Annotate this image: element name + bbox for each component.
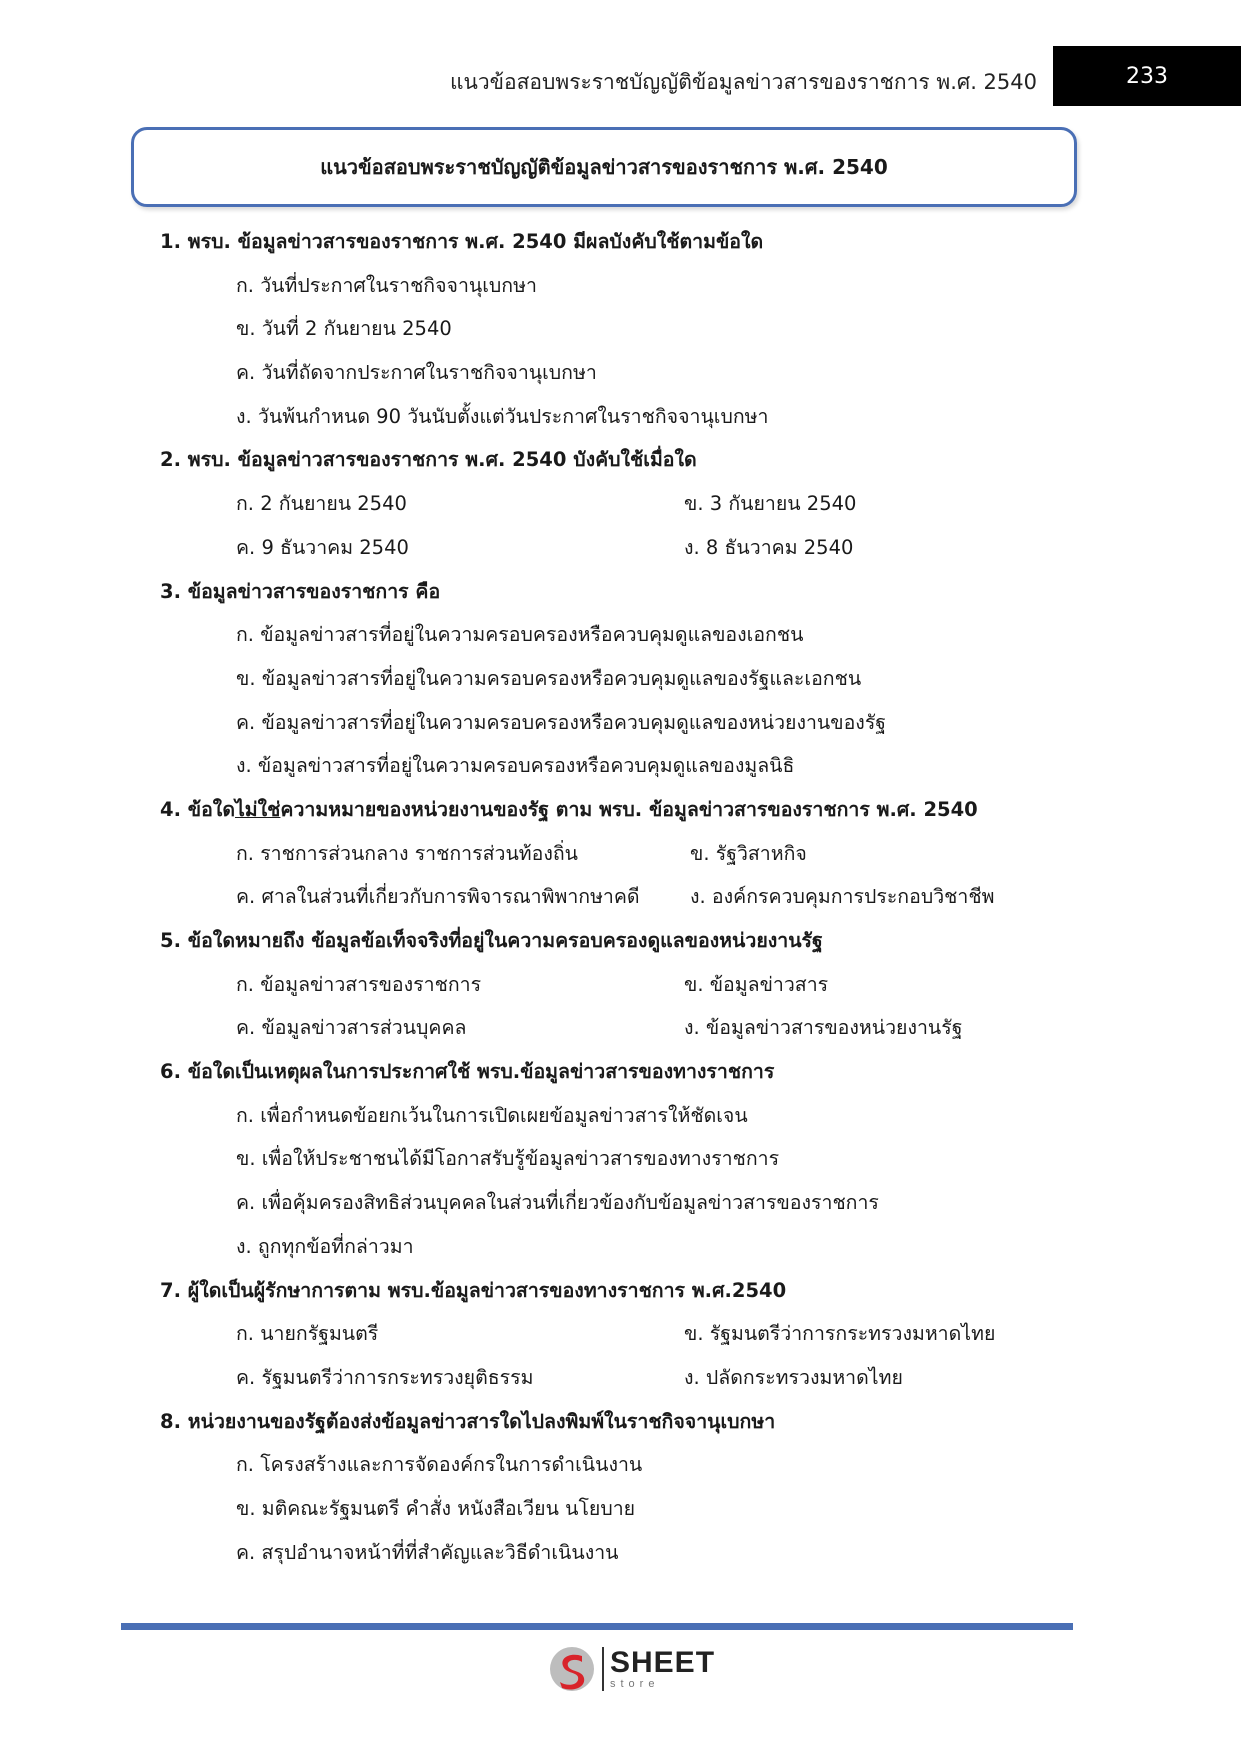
option-2-d: ง. 8 ธันวาคม 2540: [684, 535, 854, 559]
option-1-c: ค. วันที่ถัดจากประกาศในราชกิจจานุเบกษา: [236, 361, 597, 385]
option-4-b: ข. รัฐวิสาหกิจ: [690, 841, 807, 865]
option-row: [160, 832, 1090, 876]
option-row: [160, 482, 1090, 526]
question-4-suffix: ความหมายของหน่วยงานของรัฐ ตาม พรบ. ข้อมูลข่าวสารของราชการ พ.ศ. 2540: [280, 797, 978, 821]
option-3-a: ก. ข้อมูลข่าวสารที่อยู่ในความครอบครองหรือควบคุมดูแลของเอกชน: [236, 623, 804, 647]
logo-wordmark: [610, 1648, 715, 1690]
option-6-a: ก. เพื่อกำหนดข้อยกเว้นในการเปิดเผยข้อมูลข่าวสารให้ชัดเจน: [236, 1103, 748, 1127]
question-4-underlined: ไม่ใช่: [235, 797, 281, 821]
option-7-c: ค. รัฐมนตรีว่าการกระทรวงยุติธรรม: [236, 1365, 534, 1389]
option-7-b: ข. รัฐมนตรีว่าการกระทรวงมหาดไทย: [684, 1322, 996, 1346]
logo-main-text: SHEET: [610, 1646, 716, 1679]
option-4-c: ค. ศาลในส่วนที่เกี่ยวกับการพิจารณาพิพากษาคดี: [236, 885, 640, 909]
option-row: [160, 526, 1090, 570]
document-title: แนวข้อสอบพระราชบัญญัติข้อมูลข่าวสารของราชการ พ.ศ. 2540: [320, 155, 888, 179]
option-5-b: ข. ข้อมูลข่าวสาร: [684, 972, 829, 996]
option-row: [160, 963, 1090, 1007]
sheet-store-logo: [548, 1642, 715, 1696]
option-4-d: ง. องค์กรควบคุมการประกอบวิชาชีพ: [690, 885, 995, 909]
option-8-a: ก. โครงสร้างและการจัดองค์กรในการดำเนินงาน: [236, 1453, 643, 1477]
option-1-a: ก. วันที่ประกาศในราชกิจจานุเบกษา: [236, 273, 537, 297]
question-8: 8. หน่วยงานของรัฐต้องส่งข้อมูลข่าวสารใดไปลงพิมพ์ในราชกิจจานุเบกษา: [160, 1409, 776, 1433]
option-1-b: ข. วันที่ 2 กันยายน 2540: [236, 317, 452, 341]
logo-sub-text: store: [610, 1678, 660, 1690]
question-4-prefix: 4. ข้อใด: [160, 797, 235, 821]
logo-separator: [602, 1647, 604, 1691]
question-5: 5. ข้อใดหมายถึง ข้อมูลข้อเท็จจริงที่อยู่ในความครอบครองดูแลของหน่วยงานรัฐ: [160, 929, 823, 952]
option-5-c: ค. ข้อมูลข่าวสารส่วนบุคคล: [236, 1016, 467, 1040]
question-list: [160, 220, 1090, 1574]
running-header-title: แนวข้อสอบพระราชบัญญัติข้อมูลข่าวสารของราชการ พ.ศ. 2540: [449, 70, 1037, 94]
option-row: [160, 1312, 1090, 1356]
option-6-b: ข. เพื่อให้ประชาชนได้มีโอกาสรับรู้ข้อมูลข่าวสารของทางราชการ: [236, 1147, 780, 1171]
option-6-c: ค. เพื่อคุ้มครองสิทธิส่วนบุคคลในส่วนที่เกี่ยวข้องกับข้อมูลข่าวสารของราชการ: [236, 1191, 879, 1215]
option-3-b: ข. ข้อมูลข่าวสารที่อยู่ในความครอบครองหรือควบคุมดูแลของรัฐและเอกชน: [236, 666, 862, 690]
option-3-d: ง. ข้อมูลข่าวสารที่อยู่ในความครอบครองหรือควบคุมดูแลของมูลนิธิ: [236, 754, 795, 778]
option-7-d: ง. ปลัดกระทรวงมหาดไทย: [684, 1365, 903, 1389]
page-number-badge: 233: [1053, 46, 1241, 106]
option-7-a: ก. นายกรัฐมนตรี: [236, 1322, 379, 1346]
option-row: [160, 1006, 1090, 1050]
option-8-c: ค. สรุปอำนาจหน้าที่ที่สำคัญและวิธีดำเนินงาน: [236, 1540, 619, 1564]
option-2-a: ก. 2 กันยายน 2540: [236, 492, 407, 516]
option-3-c: ค. ข้อมูลข่าวสารที่อยู่ในความครอบครองหรือควบคุมดูแลของหน่วยงานของรัฐ: [236, 710, 887, 734]
option-5-a: ก. ข้อมูลข่าวสารของราชการ: [236, 972, 482, 996]
sheet-store-logo-icon: [548, 1644, 596, 1694]
question-2: 2. พรบ. ข้อมูลข่าวสารของราชการ พ.ศ. 2540 บังคับใช้เมื่อใด: [160, 448, 697, 472]
option-1-d: ง. วันพ้นกำหนด 90 วันนับตั้งแต่วันประกาศในราชกิจจานุเบกษา: [236, 404, 769, 428]
question-7: 7. ผู้ใดเป็นผู้รักษาการตาม พรบ.ข้อมูลข่าวสารของทางราชการ พ.ศ.2540: [160, 1278, 787, 1302]
question-3: 3. ข้อมูลข่าวสารของราชการ คือ: [160, 579, 441, 603]
question-6: 6. ข้อใดเป็นเหตุผลในการประกาศใช้ พรบ.ข้อมูลข่าวสารของทางราชการ: [160, 1060, 775, 1084]
title-box: [131, 127, 1077, 207]
option-2-b: ข. 3 กันยายน 2540: [684, 492, 857, 516]
question-4: [160, 788, 1090, 832]
footer-rule: [121, 1623, 1073, 1630]
option-row: [160, 1356, 1090, 1400]
option-row: [160, 875, 1090, 919]
option-5-d: ง. ข้อมูลข่าวสารของหน่วยงานรัฐ: [684, 1016, 963, 1040]
option-2-c: ค. 9 ธันวาคม 2540: [236, 535, 409, 559]
option-4-a: ก. ราชการส่วนกลาง ราชการส่วนท้องถิ่น: [236, 841, 578, 865]
question-1: 1. พรบ. ข้อมูลข่าวสารของราชการ พ.ศ. 2540 มีผลบังคับใช้ตามข้อใด: [160, 230, 764, 253]
option-6-d: ง. ถูกทุกข้อที่กล่าวมา: [236, 1234, 414, 1258]
option-8-b: ข. มติคณะรัฐมนตรี คำสั่ง หนังสือเวียน นโยบาย: [236, 1496, 636, 1520]
